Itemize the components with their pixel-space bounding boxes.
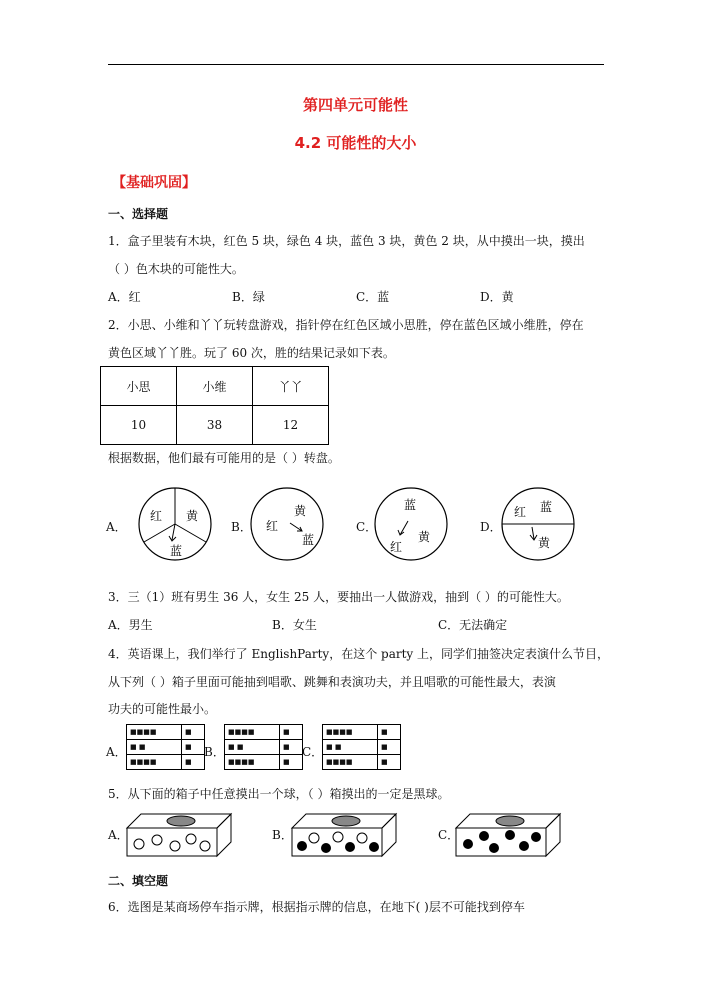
wheel-label: 蓝 xyxy=(540,500,553,514)
results-table xyxy=(100,366,329,445)
table-header: 小思 xyxy=(101,367,177,406)
wheel-label: 黄 xyxy=(418,530,431,544)
spinner-b[interactable] xyxy=(250,487,324,561)
q2-option-b[interactable]: B． xyxy=(231,520,252,534)
q2-option-d[interactable]: D． xyxy=(480,520,502,534)
q4-option-c[interactable]: C． xyxy=(302,745,324,759)
q1-option-a[interactable]: A．红 xyxy=(108,290,141,304)
lottery-box-b[interactable]: ■■■■ ■ ■ ■ ■ ■■■■ ■ xyxy=(224,724,303,770)
q1-option-c[interactable]: C．蓝 xyxy=(356,290,390,304)
table-header: 丫丫 xyxy=(253,367,329,406)
q4-line1: 4．英语课上，我们举行了 EnglishParty，在这个 party 上，同学们抽签决定表演什么节目， xyxy=(108,647,610,661)
q5-option-b[interactable]: B． xyxy=(272,828,293,842)
q1-line2: （ ）色木块的可能性大。 xyxy=(108,262,244,276)
top-rule xyxy=(108,64,604,65)
table-header: 小维 xyxy=(177,367,253,406)
part1-heading: 一、选择题 xyxy=(108,207,169,221)
wheel-label: 红 xyxy=(266,519,279,533)
table-cell: 38 xyxy=(177,406,253,445)
ball-box-c[interactable] xyxy=(454,810,564,860)
part2-heading: 二、填空题 xyxy=(108,874,169,888)
wheel-label: 蓝 xyxy=(170,544,183,558)
wheel-label: 黄 xyxy=(294,504,307,518)
spinner-a[interactable] xyxy=(138,487,212,561)
q2-option-c[interactable]: C． xyxy=(356,520,378,534)
wheel-label: 黄 xyxy=(538,536,551,550)
wheel-label: 红 xyxy=(514,505,527,519)
wheel-label: 蓝 xyxy=(404,498,417,512)
table-cell: 12 xyxy=(253,406,329,445)
section-label: 【基础巩固】 xyxy=(112,175,196,191)
wheel-label: 红 xyxy=(390,540,403,554)
q6-line1: 6．选图是某商场停车指示牌，根据指示牌的信息，在地下( )层不可能找到停车 xyxy=(108,900,525,914)
ball-box-a[interactable] xyxy=(125,810,235,860)
lottery-box-c[interactable]: ■■■■ ■ ■ ■ ■ ■■■■ ■ xyxy=(322,724,401,770)
q3-option-c[interactable]: C．无法确定 xyxy=(438,618,508,632)
q4-option-b[interactable]: B． xyxy=(204,745,225,759)
ball-box-b[interactable] xyxy=(290,810,400,860)
unit-title: 第四单元可能性 xyxy=(302,96,408,114)
q5-line1: 5．从下面的箱子中任意摸出一个球，（ ）箱摸出的一定是黑球。 xyxy=(108,787,450,801)
lottery-box-a[interactable]: ■■■■ ■ ■ ■ ■ ■■■■ ■ xyxy=(126,724,205,770)
q2-option-a[interactable]: A． xyxy=(106,520,127,534)
q2-line1: 2．小思、小维和丫丫玩转盘游戏，指针停在红色区域小思胜，停在蓝色区域小维胜，停在 xyxy=(108,318,584,332)
spinner-c[interactable] xyxy=(374,487,448,561)
wheel-label: 红 xyxy=(150,509,163,523)
table-cell: 10 xyxy=(101,406,177,445)
q1-option-b[interactable]: B．绿 xyxy=(232,290,265,304)
q3-line1: 3．三（1）班有男生 36 人，女生 25 人，要抽出一人做游戏，抽到（ ）的可能性大。 xyxy=(108,590,569,604)
q3-option-a[interactable]: A．男生 xyxy=(108,618,153,632)
q4-line2: 从下列（ ）箱子里面可能抽到唱歌、跳舞和表演功夫，并且唱歌的可能性最大，表演 xyxy=(108,675,556,689)
q5-option-c[interactable]: C． xyxy=(438,828,460,842)
q4-line3: 功夫的可能性最小。 xyxy=(108,702,217,716)
wheel-label: 黄 xyxy=(186,509,199,523)
q5-option-a[interactable]: A． xyxy=(108,828,129,842)
q2-line2: 黄色区域丫丫胜。玩了 60 次，胜的结果记录如下表。 xyxy=(108,346,395,360)
lesson-title: 4.2 可能性的大小 xyxy=(294,134,417,152)
q2-line3: 根据数据，他们最有可能用的是（ ）转盘。 xyxy=(108,451,340,465)
spinner-d[interactable] xyxy=(500,487,576,561)
q1-line1: 1．盒子里装有木块，红色 5 块，绿色 4 块，蓝色 3 块，黄色 2 块，从中摸出一块，摸出 xyxy=(108,234,585,248)
q3-option-b[interactable]: B．女生 xyxy=(272,618,317,632)
q4-option-a[interactable]: A． xyxy=(106,745,127,759)
wheel-label: 蓝 xyxy=(302,533,315,547)
q1-option-d[interactable]: D．黄 xyxy=(480,290,514,304)
